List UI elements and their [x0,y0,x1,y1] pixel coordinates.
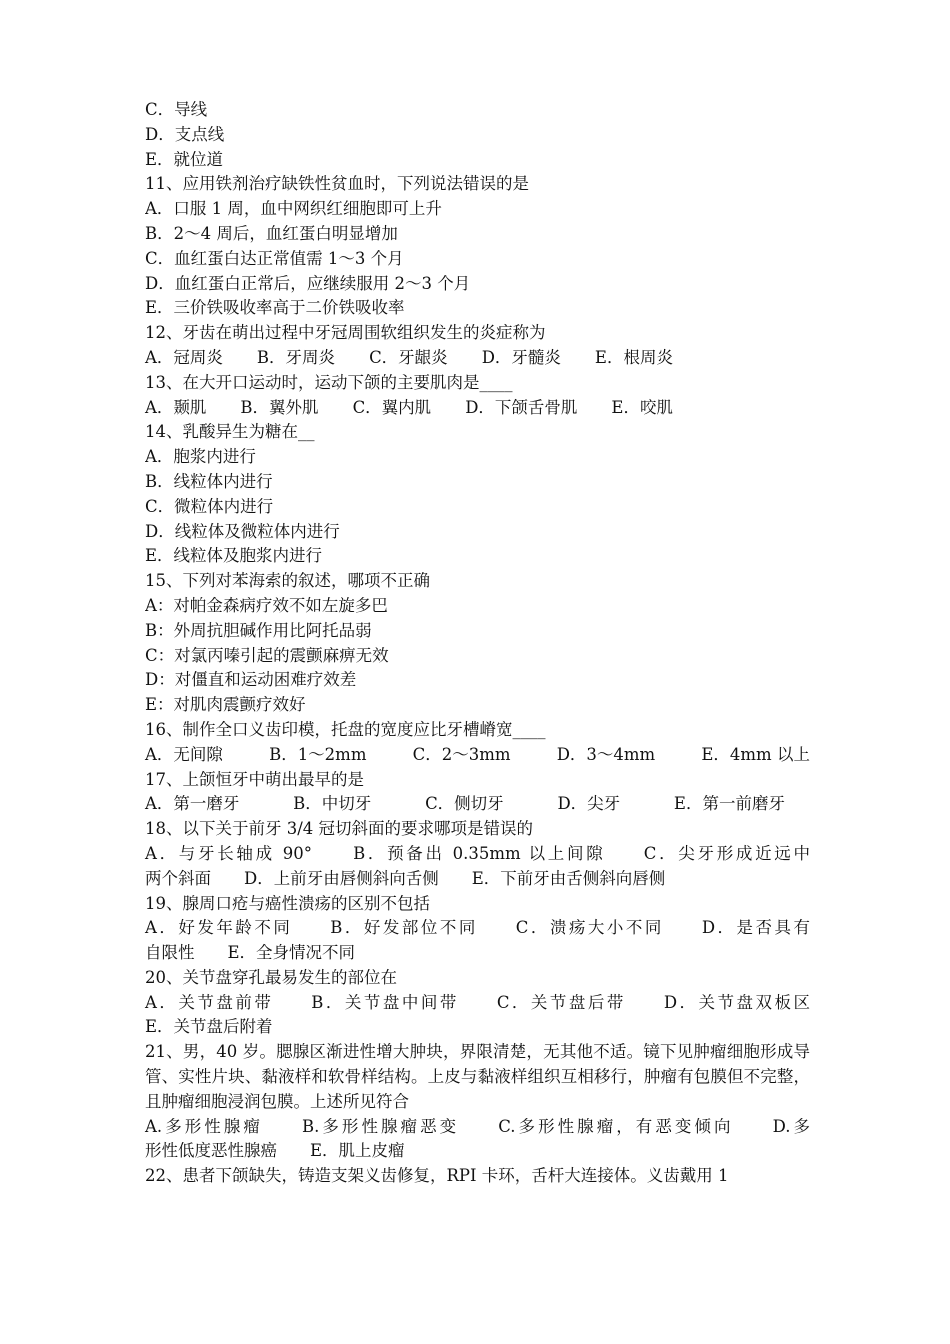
question-11-stem: 11、应用铁剂治疗缺铁性贫血时，下列说法错误的是 [145,174,529,194]
question-17-options [145,792,785,817]
question-15-stem: 15、下列对苯海索的叙述，哪项不正确 [145,571,430,591]
option-line: E．就位道 [145,149,224,169]
option: B．1～2mm [269,744,367,764]
question-16-stem: 16、制作全口义齿印模，托盘的宽度应比牙槽嵴宽____ [145,719,546,739]
option-line: E．三价铁吸收率高于二价铁吸收率 [145,298,405,318]
option-line: B．2～4 周后，血红蛋白明显增加 [145,223,398,243]
question-14-stem: 14、乳酸异生为糖在__ [145,422,315,442]
option-line: C．导线 [145,100,208,119]
option: E．4mm 以上 [701,744,810,764]
question-18-stem: 18、以下关于前牙 3/4 冠切斜面的要求哪项是错误的 [145,819,534,839]
option-line: E．线粒体及胞浆内进行 [145,546,323,566]
option: D．3～4mm [556,744,656,764]
question-20-options-line-2: E．关节盘后附着 [145,1017,273,1037]
option-line: C．微粒体内进行 [145,496,274,516]
option: C．侧切牙 [425,794,504,814]
option: A．第一磨牙 [145,794,240,814]
document-page [145,98,810,1189]
option: D．牙髓炎 [481,347,561,367]
question-19-options-line-1: A．好发年龄不同 B．好发部位不同 C．溃疡大小不同 D．是否具有 [145,918,810,938]
option: A．冠周炎 [145,347,223,367]
option-line: D．线粒体及微粒体内进行 [145,521,340,541]
question-17-stem: 17、上颌恒牙中萌出最早的是 [145,769,364,789]
option-line: D：对僵直和运动困难疗效差 [145,670,357,690]
option: B．翼外肌 [240,397,319,417]
question-20-stem: 20、关节盘穿孔最易发生的部位在 [145,967,397,987]
option: C．翼内肌 [352,397,432,417]
option: D．尖牙 [557,794,621,814]
question-20-options-line-1: A．关节盘前带 B．关节盘中间带 C．关节盘后带 D．关节盘双板区 [145,992,810,1012]
option: B．中切牙 [293,794,372,814]
option: B．牙周炎 [256,347,336,367]
question-18-options-line-1: A．与牙长轴成 90° B．预备出 0.35mm 以上间隙 C．尖牙形成近远中 [145,843,810,863]
option-line: D．血红蛋白正常后，应继续服用 2～3 个月 [145,273,471,293]
option: E．第一前磨牙 [673,794,785,814]
option-line: E：对肌肉震颤疗效好 [145,695,306,715]
option-line: C：对氯丙嗪引起的震颤麻痹无效 [145,645,389,665]
question-16-options [145,743,810,768]
option-line: A．胞浆内进行 [145,447,256,467]
option-line: A：对帕金森病疗效不如左旋多巴 [145,595,388,615]
option-line: B．线粒体内进行 [145,471,273,491]
question-21-stem: 21、男，40 岁。腮腺区渐进性增大肿块，界限清楚，无其他不适。镜下见肿瘤细胞形成导管、实性片块、黏液样和软骨样结构。上皮与黏液样组织互相移行，肿瘤有包膜但不完整，且肿瘤细胞浸润包膜。上述所见符合 [145,1042,810,1111]
option: D．下颌舌骨肌 [465,397,578,417]
option-line: C．血红蛋白达正常值需 1～3 个月 [145,248,404,268]
question-18-options-line-2: 两个斜面 D．上前牙由唇侧斜向舌侧 E．下前牙由舌侧斜向唇侧 [145,868,666,888]
option: E．咬肌 [611,397,673,417]
option-line: D．支点线 [145,124,225,144]
question-21-options-line-2: 形性低度恶性腺癌 E．肌上皮瘤 [145,1141,405,1161]
option: A．无间隙 [145,744,223,764]
option: C．2～3mm [412,744,511,764]
question-12-options [145,346,810,371]
option-line: A．口服 1 周，血中网织红细胞即可上升 [145,199,442,219]
question-22-stem: 22、患者下颌缺失，铸造支架义齿修复，RPI 卡环，舌杆大连接体。义齿戴用 1 [145,1166,729,1186]
question-13-options [145,396,810,421]
option: E．根周炎 [594,347,673,367]
question-13-stem: 13、在大开口运动时，运动下颌的主要肌肉是____ [145,372,513,392]
option: C．牙龈炎 [369,347,448,367]
question-12-stem: 12、牙齿在萌出过程中牙冠周围软组织发生的炎症称为 [145,323,546,343]
option-line: B：外周抗胆碱作用比阿托品弱 [145,620,372,640]
option: A．颞肌 [145,397,207,417]
question-21-options-line-1: A.多形性腺瘤 B.多形性腺瘤恶变 C.多形性腺瘤，有恶变倾向 D.多 [145,1116,810,1136]
question-19-stem: 19、腺周口疮与癌性溃疡的区别不包括 [145,893,430,913]
question-19-options-line-2: 自限性 E．全身情况不同 [145,943,356,963]
